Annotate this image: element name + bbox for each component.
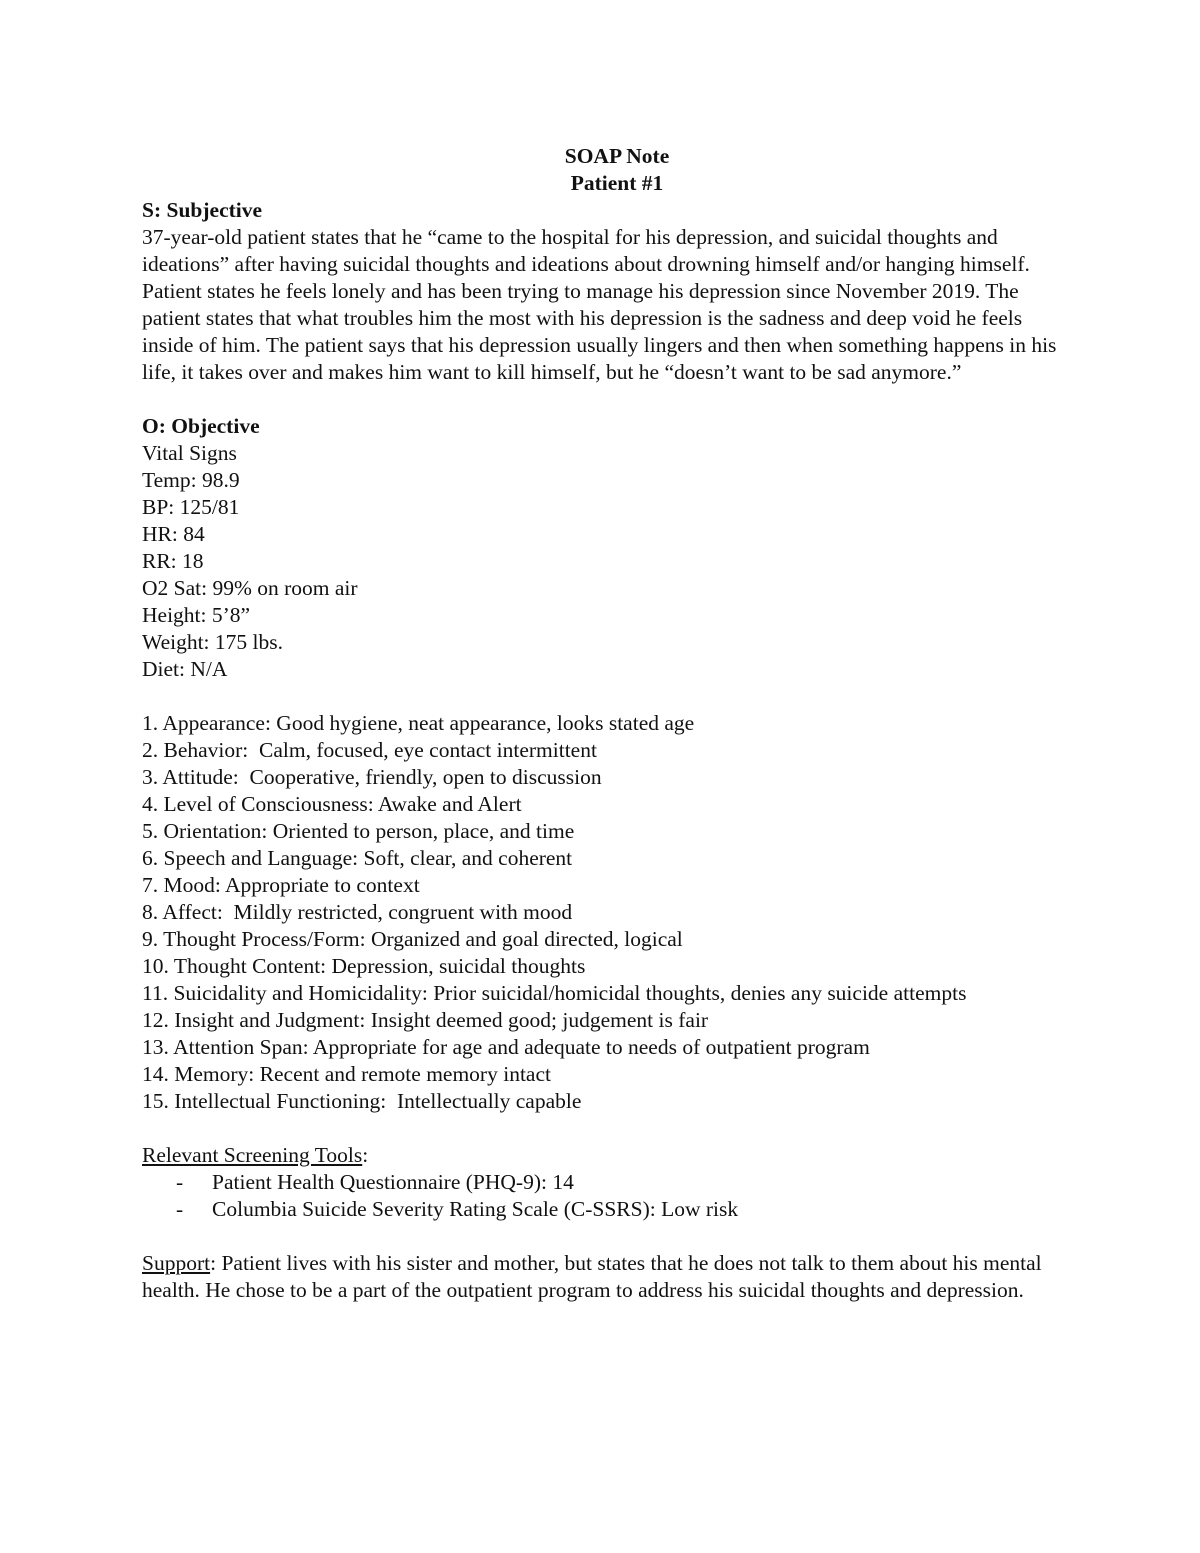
vital-sign-item: Weight: 175 lbs. — [142, 630, 283, 654]
screening-tools-list — [142, 1169, 1072, 1223]
screening-tool-text: Columbia Suicide Severity Rating Scale (C-SSRS): Low risk — [212, 1197, 739, 1221]
objective-heading: O: Objective — [142, 414, 260, 438]
mse-item: 4. Level of Consciousness: Awake and Alert — [142, 792, 522, 816]
screening-tools-heading — [142, 1142, 1072, 1169]
vital-sign-item: HR: 84 — [142, 522, 205, 546]
spacer — [142, 683, 1072, 710]
screening-tools-colon: : — [362, 1143, 369, 1167]
mse-item: 8. Affect: Mildly restricted, congruent with mood — [142, 900, 573, 924]
vital-sign-item: BP: 125/81 — [142, 495, 240, 519]
subjective-heading: S: Subjective — [142, 198, 263, 222]
mse-item: 5. Orientation: Oriented to person, place, and time — [142, 819, 575, 843]
document-subtitle: Patient #1 — [570, 171, 664, 195]
support-label: Support — [142, 1251, 211, 1275]
support-paragraph — [142, 1250, 1072, 1304]
spacer — [142, 386, 1072, 413]
document-title: SOAP Note — [564, 144, 670, 168]
mse-item: 13. Attention Span: Appropriate for age and adequate to needs of outpatient program — [142, 1035, 870, 1059]
mental-status-exam-list — [142, 710, 1072, 1115]
mse-item: 14. Memory: Recent and remote memory intact — [142, 1062, 551, 1086]
spacer — [142, 1115, 1072, 1142]
mse-item: 6. Speech and Language: Soft, clear, and coherent — [142, 846, 573, 870]
mse-item: 11. Suicidality and Homicidality: Prior suicidal/homicidal thoughts, denies any suicide attempts — [142, 981, 967, 1005]
mse-item: 15. Intellectual Functioning: Intellectually capable — [142, 1089, 582, 1113]
vital-sign-item: Diet: N/A — [142, 657, 228, 681]
vital-sign-item: Temp: 98.9 — [142, 468, 240, 492]
mse-item: 9. Thought Process/Form: Organized and goal directed, logical — [142, 927, 683, 951]
vital-sign-item: Height: 5’8” — [142, 603, 251, 627]
vital-sign-item: O2 Sat: 99% on room air — [142, 576, 358, 600]
mse-item: 2. Behavior: Calm, focused, eye contact intermittent — [142, 738, 597, 762]
support-text: : Patient lives with his sister and mother, but states that he does not talk to them about his mental health. He chose to be a part of the outpatient program to address his suicidal thoughts and depression. — [142, 1251, 1042, 1302]
dash-bullet: - — [176, 1197, 184, 1221]
subjective-text: 37-year-old patient states that he “came to the hospital for his depression, and suicidal thoughts and ideations” after having suicidal thoughts and ideations about drowning himself and/or hanging himself. Patient states he feels lonely and has been trying to manage his depression since November 2019. The patient states that what troubles him the most with his depression is the sadness and deep void he feels inside of him. The patient says that his depression usually lingers and then when something happens in his life, it takes over and makes him want to kill himself, but he “doesn’t want to be sad anymore.” — [142, 225, 1057, 384]
vital-sign-item: RR: 18 — [142, 549, 204, 573]
mse-item: 3. Attitude: Cooperative, friendly, open to discussion — [142, 765, 602, 789]
dash-bullet: - — [176, 1170, 184, 1194]
vital-signs-label: Vital Signs — [142, 441, 237, 465]
spacer — [142, 1223, 1072, 1250]
screening-tool-item — [142, 1196, 1072, 1223]
screening-tool-text: Patient Health Questionnaire (PHQ-9): 14 — [212, 1170, 574, 1194]
mse-item: 10. Thought Content: Depression, suicidal thoughts — [142, 954, 586, 978]
vital-signs-list — [142, 467, 1072, 683]
screening-tools-label: Relevant Screening Tools — [142, 1143, 363, 1167]
mse-item: 1. Appearance: Good hygiene, neat appearance, looks stated age — [142, 711, 695, 735]
mse-item: 12. Insight and Judgment: Insight deemed good; judgement is fair — [142, 1008, 709, 1032]
mse-item: 7. Mood: Appropriate to context — [142, 873, 420, 897]
screening-tool-item — [142, 1169, 1072, 1196]
document-page — [142, 143, 1072, 1304]
